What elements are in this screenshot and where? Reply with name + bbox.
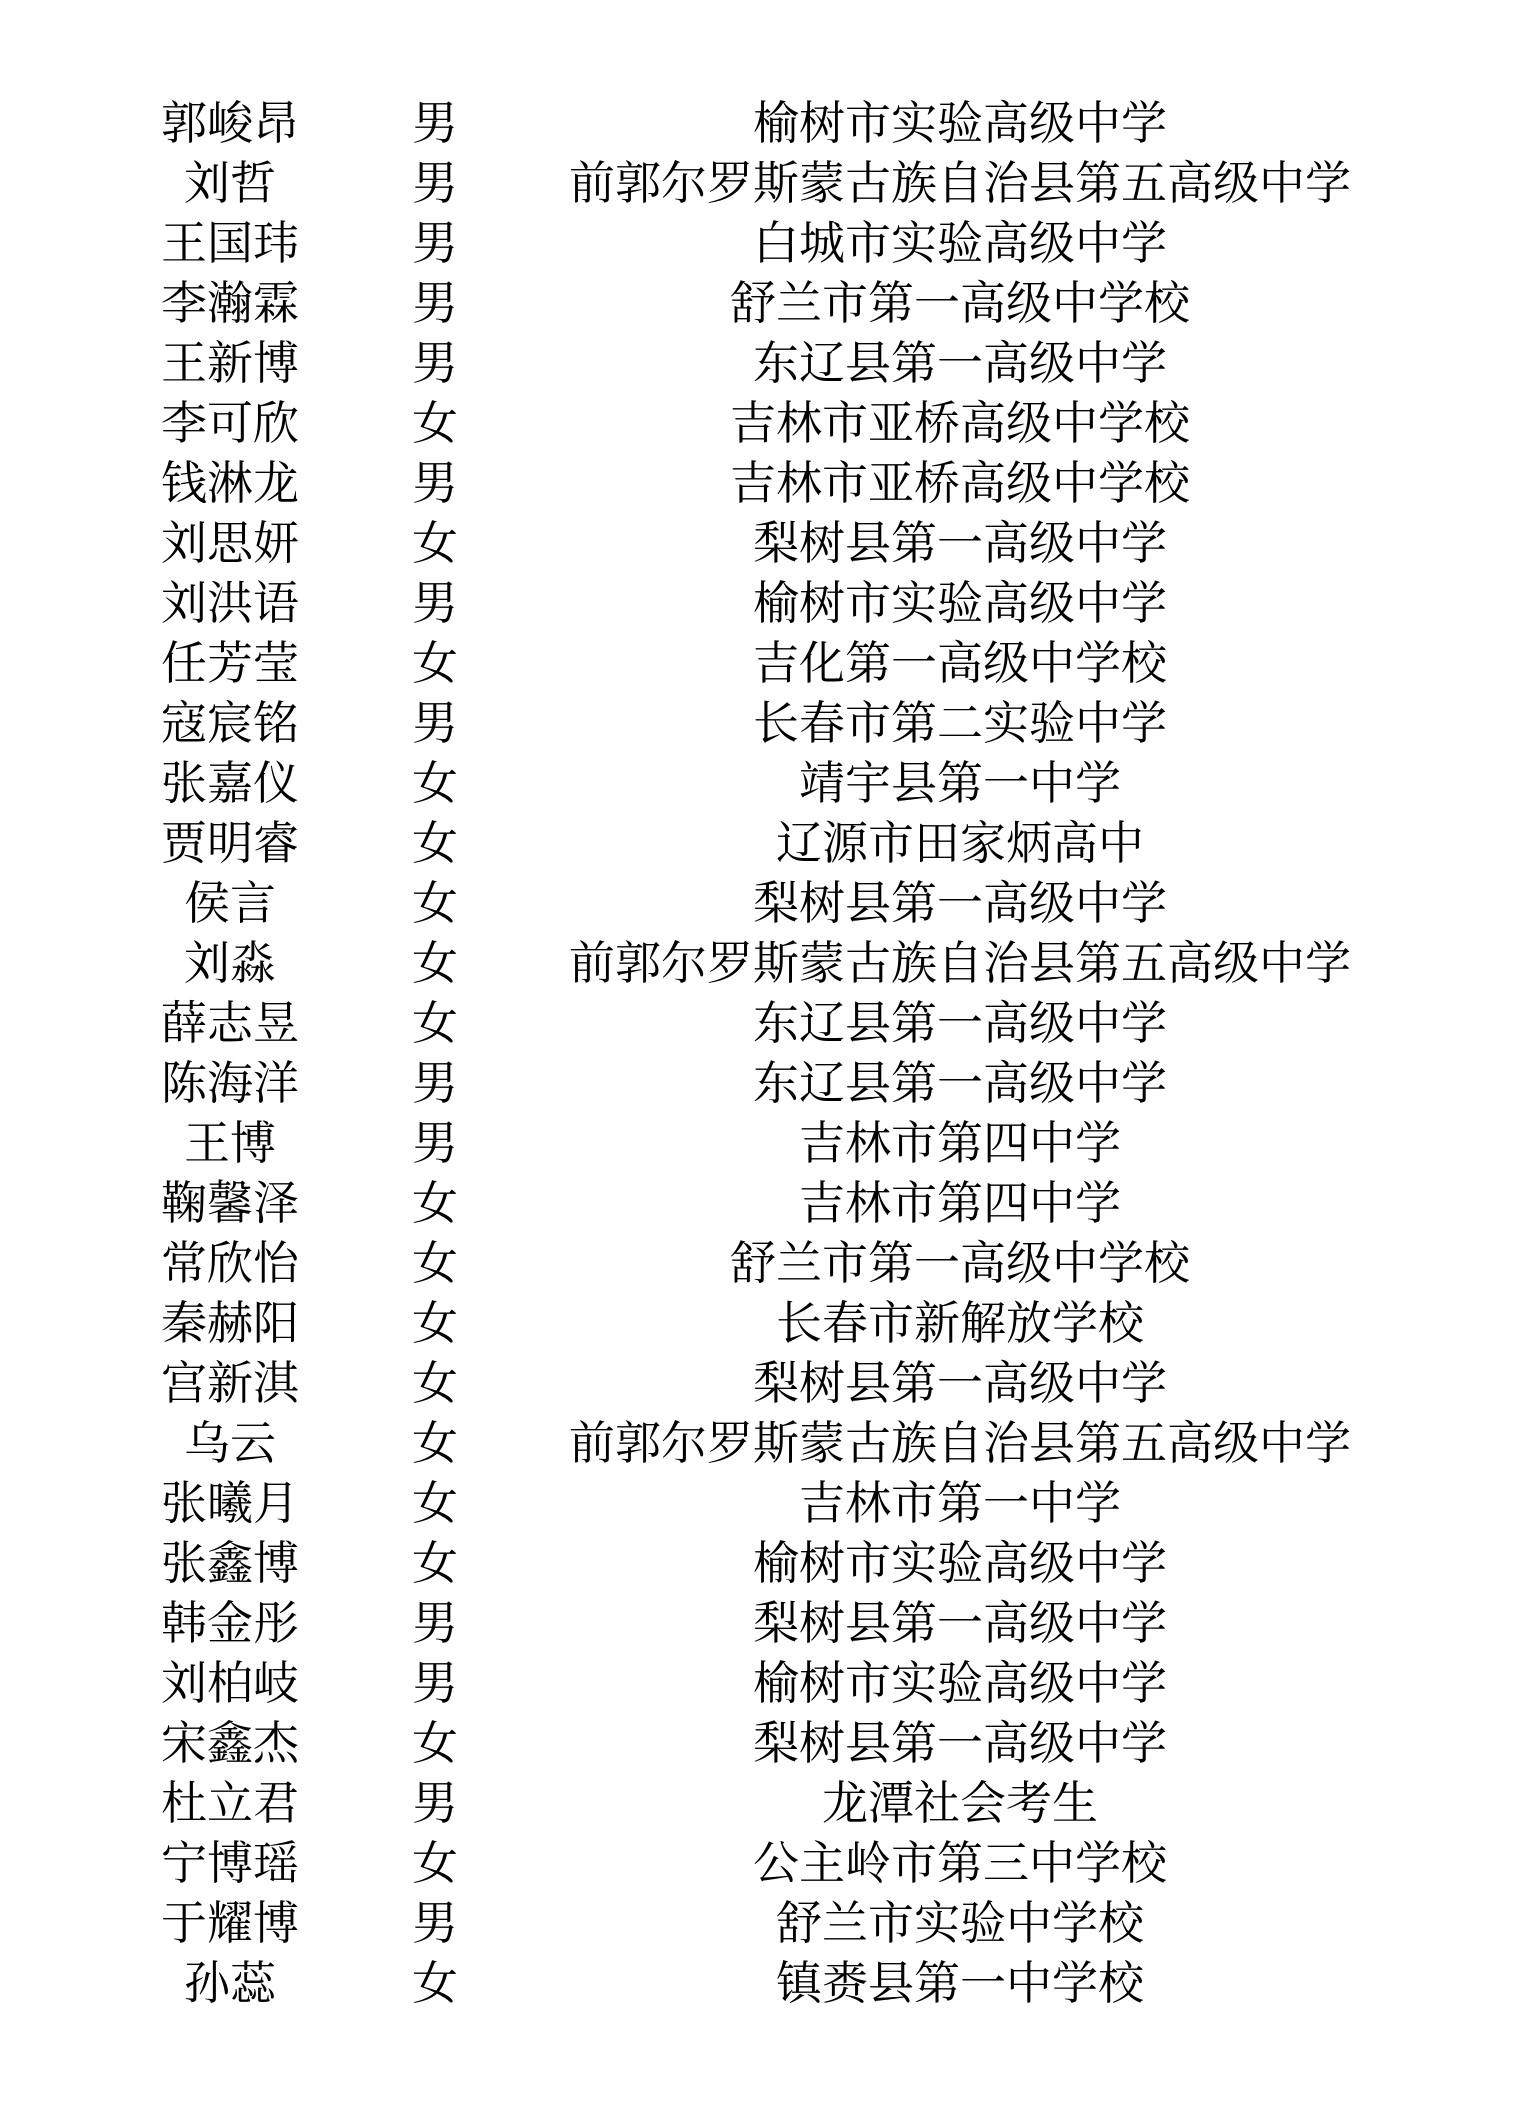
- student-school: 舒兰市实验中学校: [776, 1896, 1144, 1950]
- list-item: [0, 573, 1522, 633]
- student-school: 镇赉县第一中学校: [776, 1956, 1144, 2010]
- student-name: 鞠馨泽: [161, 1176, 299, 1230]
- student-school: 梨树县第一高级中学: [753, 1596, 1167, 1650]
- roster-list: [0, 93, 1522, 2013]
- student-name: 张嘉仪: [161, 756, 299, 810]
- student-school: 前郭尔罗斯蒙古族自治县第五高级中学: [569, 936, 1351, 990]
- student-name: 刘淼: [184, 936, 276, 990]
- student-name: 侯言: [184, 876, 276, 930]
- student-gender: 男: [412, 1056, 458, 1110]
- list-item: [0, 1173, 1522, 1233]
- student-school: 前郭尔罗斯蒙古族自治县第五高级中学: [569, 156, 1351, 210]
- student-gender: 女: [412, 1356, 458, 1410]
- list-item: [0, 1953, 1522, 2013]
- student-name: 乌云: [184, 1416, 276, 1470]
- student-gender: 女: [412, 1176, 458, 1230]
- student-school: 吉林市亚桥高级中学校: [730, 396, 1190, 450]
- student-gender: 男: [412, 696, 458, 750]
- student-gender: 女: [412, 1836, 458, 1890]
- student-school: 吉林市第四中学: [799, 1116, 1121, 1170]
- student-gender: 女: [412, 516, 458, 570]
- student-gender: 男: [412, 156, 458, 210]
- student-gender: 女: [412, 996, 458, 1050]
- student-school: 榆树市实验高级中学: [753, 1536, 1167, 1590]
- student-name: 秦赫阳: [161, 1296, 299, 1350]
- student-school: 白城市实验高级中学: [753, 216, 1167, 270]
- student-gender: 男: [412, 1656, 458, 1710]
- list-item: [0, 873, 1522, 933]
- student-gender: 女: [412, 936, 458, 990]
- student-name: 韩金彤: [161, 1596, 299, 1650]
- student-school: 榆树市实验高级中学: [753, 576, 1167, 630]
- student-name: 孙蕊: [184, 1956, 276, 2010]
- student-gender: 女: [412, 1476, 458, 1530]
- student-gender: 女: [412, 636, 458, 690]
- student-gender: 女: [412, 1716, 458, 1770]
- list-item: [0, 933, 1522, 993]
- list-item: [0, 1113, 1522, 1173]
- list-item: [0, 1353, 1522, 1413]
- student-name: 张鑫博: [161, 1536, 299, 1590]
- student-gender: 男: [412, 216, 458, 270]
- list-item: [0, 693, 1522, 753]
- student-name: 王博: [184, 1116, 276, 1170]
- student-name: 常欣怡: [161, 1236, 299, 1290]
- student-name: 刘哲: [184, 156, 276, 210]
- student-name: 薛志昱: [161, 996, 299, 1050]
- list-item: [0, 393, 1522, 453]
- student-school: 舒兰市第一高级中学校: [730, 1236, 1190, 1290]
- student-school: 榆树市实验高级中学: [753, 96, 1167, 150]
- student-gender: 男: [412, 276, 458, 330]
- student-school: 龙潭社会考生: [822, 1776, 1098, 1830]
- student-gender: 男: [412, 1776, 458, 1830]
- student-name: 于耀博: [161, 1896, 299, 1950]
- student-name: 刘洪语: [161, 576, 299, 630]
- student-name: 宫新淇: [161, 1356, 299, 1410]
- student-school: 吉林市亚桥高级中学校: [730, 456, 1190, 510]
- student-gender: 男: [412, 1116, 458, 1170]
- student-school: 东辽县第一高级中学: [753, 1056, 1167, 1110]
- student-name: 贾明睿: [161, 816, 299, 870]
- list-item: [0, 813, 1522, 873]
- student-school: 梨树县第一高级中学: [753, 1356, 1167, 1410]
- student-gender: 女: [412, 876, 458, 930]
- student-name: 宋鑫杰: [161, 1716, 299, 1770]
- student-school: 梨树县第一高级中学: [753, 1716, 1167, 1770]
- student-gender: 女: [412, 1296, 458, 1350]
- student-name: 寇宸铭: [161, 696, 299, 750]
- list-item: [0, 93, 1522, 153]
- list-item: [0, 1593, 1522, 1653]
- student-gender: 女: [412, 1956, 458, 2010]
- list-item: [0, 1053, 1522, 1113]
- student-gender: 男: [412, 1896, 458, 1950]
- student-gender: 男: [412, 96, 458, 150]
- student-gender: 男: [412, 336, 458, 390]
- student-name: 陈海洋: [161, 1056, 299, 1110]
- student-school: 梨树县第一高级中学: [753, 516, 1167, 570]
- list-item: [0, 1293, 1522, 1353]
- list-item: [0, 333, 1522, 393]
- student-gender: 女: [412, 1536, 458, 1590]
- list-item: [0, 993, 1522, 1053]
- student-school: 榆树市实验高级中学: [753, 1656, 1167, 1710]
- student-gender: 男: [412, 456, 458, 510]
- student-gender: 女: [412, 816, 458, 870]
- list-item: [0, 453, 1522, 513]
- student-gender: 男: [412, 576, 458, 630]
- student-school: 吉林市第四中学: [799, 1176, 1121, 1230]
- student-gender: 女: [412, 756, 458, 810]
- list-item: [0, 213, 1522, 273]
- student-name: 钱淋龙: [161, 456, 299, 510]
- student-name: 刘柏岐: [161, 1656, 299, 1710]
- student-name: 任芳莹: [161, 636, 299, 690]
- list-item: [0, 153, 1522, 213]
- list-item: [0, 513, 1522, 573]
- list-item: [0, 753, 1522, 813]
- student-name: 刘思妍: [161, 516, 299, 570]
- student-name: 李瀚霖: [161, 276, 299, 330]
- student-name: 李可欣: [161, 396, 299, 450]
- list-item: [0, 1713, 1522, 1773]
- list-item: [0, 1473, 1522, 1533]
- list-item: [0, 1233, 1522, 1293]
- list-item: [0, 273, 1522, 333]
- student-school: 舒兰市第一高级中学校: [730, 276, 1190, 330]
- student-school: 东辽县第一高级中学: [753, 996, 1167, 1050]
- student-gender: 女: [412, 396, 458, 450]
- list-item: [0, 1833, 1522, 1893]
- student-school: 东辽县第一高级中学: [753, 336, 1167, 390]
- student-school: 吉林市第一中学: [799, 1476, 1121, 1530]
- list-item: [0, 1533, 1522, 1593]
- student-school: 靖宇县第一中学: [799, 756, 1121, 810]
- student-gender: 女: [412, 1236, 458, 1290]
- student-school: 辽源市田家炳高中: [776, 816, 1144, 870]
- student-school: 公主岭市第三中学校: [753, 1836, 1167, 1890]
- student-name: 宁博瑶: [161, 1836, 299, 1890]
- list-item: [0, 1893, 1522, 1953]
- student-gender: 女: [412, 1416, 458, 1470]
- list-item: [0, 1653, 1522, 1713]
- student-school: 长春市新解放学校: [776, 1296, 1144, 1350]
- student-school: 长春市第二实验中学: [753, 696, 1167, 750]
- student-name: 张曦月: [161, 1476, 299, 1530]
- student-school: 吉化第一高级中学校: [753, 636, 1167, 690]
- student-name: 郭峻昂: [161, 96, 299, 150]
- list-item: [0, 1773, 1522, 1833]
- student-gender: 男: [412, 1596, 458, 1650]
- student-school: 梨树县第一高级中学: [753, 876, 1167, 930]
- student-name: 杜立君: [161, 1776, 299, 1830]
- list-item: [0, 1413, 1522, 1473]
- list-item: [0, 633, 1522, 693]
- student-name: 王国玮: [161, 216, 299, 270]
- student-school: 前郭尔罗斯蒙古族自治县第五高级中学: [569, 1416, 1351, 1470]
- student-name: 王新博: [161, 336, 299, 390]
